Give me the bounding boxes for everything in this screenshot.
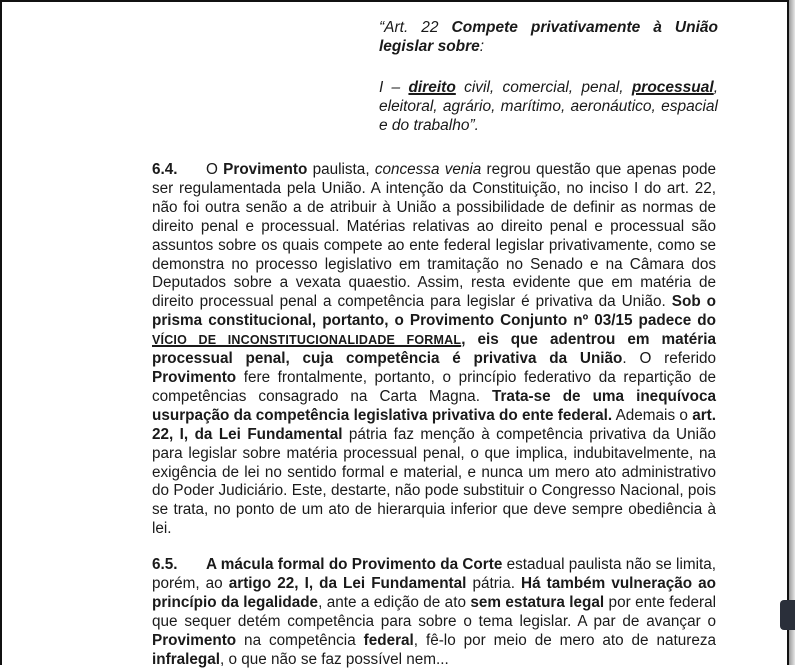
text-run-italic: concessa venia [374,161,482,178]
page-edge-shadow [789,0,795,665]
text-run-bold: , eis que adentrou em matéria processual penal, cuja competência é privativa da União [152,331,716,368]
text-run: , ante a edição de ato [318,593,471,611]
text-run-bold: federal [363,631,414,649]
text-run: . O referido [622,350,717,368]
text-run: regrou questão que apenas pode ser regulamentada pela União. A intenção da Constituição, no inciso I do art. 22, não foi outra senão a de atribuir à União a possibilidade de definir as normas de direito penal e processual. Matérias relativas ao direito penal e processual são assuntos sobre os quais compete ao ente federal legislar privativamente, como se demonstra no processo legislativo em tramitação no Senado e na Câmara dos Deputados sobre a vexata quaestio. Assim, resta evidente que em matéria de direito processual penal a competência para legislar é privativa da União. [152,161,716,311]
quote-article-bold: Compete privativamente à União legislar sobre [379,19,718,55]
text-run-bold: Há também vulneração ao princípio da legalidade [152,574,717,611]
text-run: na competência [236,631,364,649]
text-run-bold: Sob o prisma constitucional, portanto, o Provimento Conjunto nº 03/15 padece do [152,293,716,330]
text-run-bold: A mácula formal do Provimento da Corte [206,556,503,573]
text-run: por ente federal que sequer detém competência para sobre o tema legislar. A par de avançar o [152,593,717,630]
side-tab[interactable] [780,600,795,630]
text-run-bold: sem estatura legal [470,593,605,611]
quote-item-direito: direito [408,79,456,96]
text-run-bold: Provimento [223,161,308,178]
quote-heading [379,18,718,56]
text-run: estadual paulista não se limita, porém, ao [152,556,716,592]
quote-item-processual: processual [631,79,714,96]
text-run: fere frontalmente, portanto, o princípio federativo da repartição de competências consagrado na Carta Magna. [152,368,716,405]
paragraph-6-4 [152,161,716,539]
text-run-bold: Provimento [152,631,237,649]
quote-item-rest: , eleitoral, agrário, marítimo, aeronáutico, espacial e do trabalho”. [379,79,718,134]
quote-item-mid: civil, comercial, penal, [455,79,632,96]
text-run: , fê-lo por meio de mero ato de natureza [413,631,716,649]
text-run-bold: infralegal [152,650,221,668]
text-run-bold: artigo 22, I, da Lei Fundamental [228,574,467,592]
text-run-bold: art. 22, I, da Lei Fundamental [152,406,716,443]
constitution-quote [379,18,718,135]
text-run: paulista, [307,161,375,178]
text-run: pátria faz menção à competência privativa da União para legislar sobre matéria processual penal, o que implica, indubitavelmente, na exigência de lei no sentido formal e material, e nunca um mero ato administrativo do Poder Judiciário. Este, destarte, não pode substituir o Congresso Nacional, pois se trata, no ponto de um ato de hierarquia inferior que deve sempre obediência à lei. [152,425,716,538]
text-run: pátria. [466,574,522,592]
text-run: , o que não se faz possível nem... [220,650,449,668]
paragraph-number: 6.5. [152,556,178,573]
text-run-underlined: VÍCIO DE INCONSTITUCIONALIDADE FORMAL [152,333,462,348]
quote-colon: : [479,38,485,55]
text-run-bold: Provimento [152,368,237,386]
paragraph-number: 6.4. [152,161,178,178]
text-run-bold: Trata-se de uma inequívoca usurpação da competência legislativa privativa do ente federal. [152,387,716,424]
quote-item [379,78,718,135]
text-run: Ademais o [612,406,693,424]
quote-item-prefix: I – [379,79,409,96]
text-run: O [206,161,224,178]
paragraph-6-5 [152,556,716,669]
quote-article: “Art. 22 [379,19,452,36]
